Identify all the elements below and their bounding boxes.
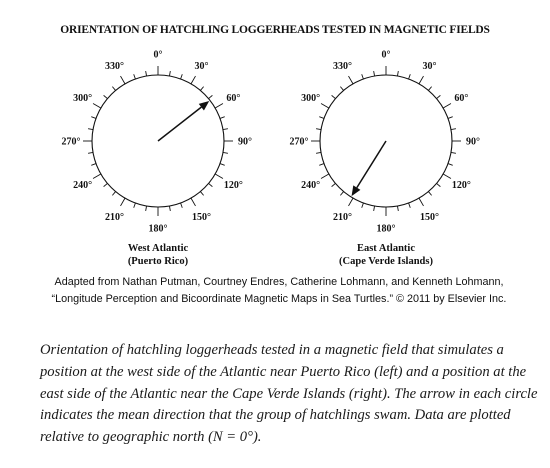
compass-east-atlantic bbox=[290, 50, 481, 268]
degree-label: 240° bbox=[73, 180, 93, 191]
major-tick bbox=[121, 198, 126, 206]
minor-tick bbox=[181, 203, 183, 208]
minor-tick bbox=[448, 164, 453, 166]
minor-tick bbox=[397, 206, 398, 211]
minor-tick bbox=[200, 87, 203, 91]
degree-label: 150° bbox=[192, 211, 211, 223]
minor-tick bbox=[374, 71, 375, 76]
major-tick bbox=[321, 104, 329, 109]
minor-tick bbox=[362, 74, 364, 79]
minor-tick bbox=[428, 192, 431, 196]
degree-label: 270° bbox=[61, 136, 81, 148]
minor-tick bbox=[209, 183, 213, 186]
degree-label: 0° bbox=[153, 49, 163, 61]
mean-direction-arrowhead bbox=[199, 101, 209, 110]
minor-tick bbox=[88, 152, 93, 153]
degree-label: 210° bbox=[333, 211, 352, 223]
minor-tick bbox=[319, 117, 324, 119]
minor-tick bbox=[112, 87, 115, 91]
minor-tick bbox=[319, 164, 324, 166]
degree-label: 120° bbox=[223, 180, 243, 191]
major-tick bbox=[349, 76, 354, 84]
minor-tick bbox=[374, 206, 375, 211]
minor-tick bbox=[340, 192, 343, 196]
minor-tick bbox=[223, 152, 228, 153]
minor-tick bbox=[146, 71, 147, 76]
degree-label: 210° bbox=[105, 211, 124, 223]
major-tick bbox=[93, 174, 101, 179]
minor-tick bbox=[112, 192, 115, 196]
minor-tick bbox=[220, 117, 225, 119]
degree-label: 180° bbox=[376, 223, 396, 235]
major-tick bbox=[191, 198, 196, 206]
degree-label: 0° bbox=[381, 49, 391, 61]
minor-tick bbox=[169, 206, 170, 211]
degree-label: 120° bbox=[451, 180, 471, 191]
minor-tick bbox=[409, 74, 411, 79]
mean-direction-arrow-shaft bbox=[357, 141, 386, 188]
minor-tick bbox=[209, 95, 213, 98]
panel-name: East Atlantic bbox=[356, 243, 416, 254]
major-tick bbox=[443, 104, 451, 109]
minor-tick bbox=[316, 129, 321, 130]
minor-tick bbox=[451, 129, 456, 130]
source-attribution bbox=[14, 274, 544, 308]
degree-label: 180° bbox=[148, 223, 168, 235]
major-tick bbox=[443, 174, 451, 179]
degree-label: 30° bbox=[422, 61, 437, 73]
minor-tick bbox=[362, 203, 364, 208]
minor-tick bbox=[91, 164, 96, 166]
minor-tick bbox=[437, 183, 441, 186]
mean-direction-arrow-shaft bbox=[158, 107, 201, 141]
minor-tick bbox=[169, 71, 170, 76]
minor-tick bbox=[146, 206, 147, 211]
minor-tick bbox=[181, 74, 183, 79]
major-tick bbox=[121, 76, 126, 84]
minor-tick bbox=[220, 164, 225, 166]
major-tick bbox=[419, 198, 424, 206]
degree-label: 300° bbox=[301, 93, 321, 104]
major-tick bbox=[93, 104, 101, 109]
degree-label: 60° bbox=[454, 93, 469, 104]
degree-label: 330° bbox=[333, 61, 352, 73]
minor-tick bbox=[134, 203, 136, 208]
degree-label: 270° bbox=[289, 136, 309, 148]
minor-tick bbox=[332, 183, 336, 186]
panel-location: (Puerto Rico) bbox=[127, 256, 189, 267]
minor-tick bbox=[397, 71, 398, 76]
minor-tick bbox=[332, 95, 336, 98]
panel-name: West Atlantic bbox=[127, 243, 189, 254]
attribution-line-2: “Longitude Perception and Bicoordinate Magnetic Maps in Sea Turtles.” © 2011 by Elsevier Inc. bbox=[51, 293, 507, 305]
minor-tick bbox=[409, 203, 411, 208]
degree-label: 60° bbox=[226, 93, 241, 104]
degree-label: 90° bbox=[238, 136, 252, 148]
minor-tick bbox=[88, 129, 93, 130]
minor-tick bbox=[448, 117, 453, 119]
major-tick bbox=[321, 174, 329, 179]
minor-tick bbox=[134, 74, 136, 79]
compass-west-atlantic bbox=[62, 50, 253, 268]
major-tick bbox=[191, 76, 196, 84]
minor-tick bbox=[316, 152, 321, 153]
major-tick bbox=[349, 198, 354, 206]
major-tick bbox=[215, 174, 223, 179]
degree-label: 300° bbox=[73, 93, 93, 104]
degree-label: 330° bbox=[105, 61, 124, 73]
minor-tick bbox=[451, 152, 456, 153]
minor-tick bbox=[340, 87, 343, 91]
panel-location: (Cape Verde Islands) bbox=[339, 256, 433, 267]
figure-caption: Orientation of hatchling loggerheads tested in a magnetic field that simulates a position at the west side of the Atlantic near Puerto Rico (left) and a position at the east side of the Atlantic near the Cape Verde Islands (right). The arrow in each circle indicates the mean direction that the group of hatchlings swam. Data are plotted relative to geographic north (N = 0°). bbox=[40, 342, 538, 446]
minor-tick bbox=[200, 192, 203, 196]
degree-label: 240° bbox=[301, 180, 321, 191]
figure-title: ORIENTATION OF HATCHLING LOGGERHEADS TESTED IN MAGNETIC FIELDS bbox=[60, 24, 490, 36]
minor-tick bbox=[428, 87, 431, 91]
minor-tick bbox=[91, 117, 96, 119]
minor-tick bbox=[104, 183, 108, 186]
minor-tick bbox=[104, 95, 108, 98]
degree-label: 30° bbox=[194, 61, 209, 73]
mean-direction-arrowhead bbox=[352, 185, 361, 196]
minor-tick bbox=[437, 95, 441, 98]
major-tick bbox=[215, 104, 223, 109]
attribution-line-1: Adapted from Nathan Putman, Courtney Endres, Catherine Lohmann, and Kenneth Lohmann, bbox=[54, 276, 504, 288]
degree-label: 90° bbox=[466, 136, 480, 148]
minor-tick bbox=[223, 129, 228, 130]
major-tick bbox=[419, 76, 424, 84]
degree-label: 150° bbox=[420, 211, 439, 223]
